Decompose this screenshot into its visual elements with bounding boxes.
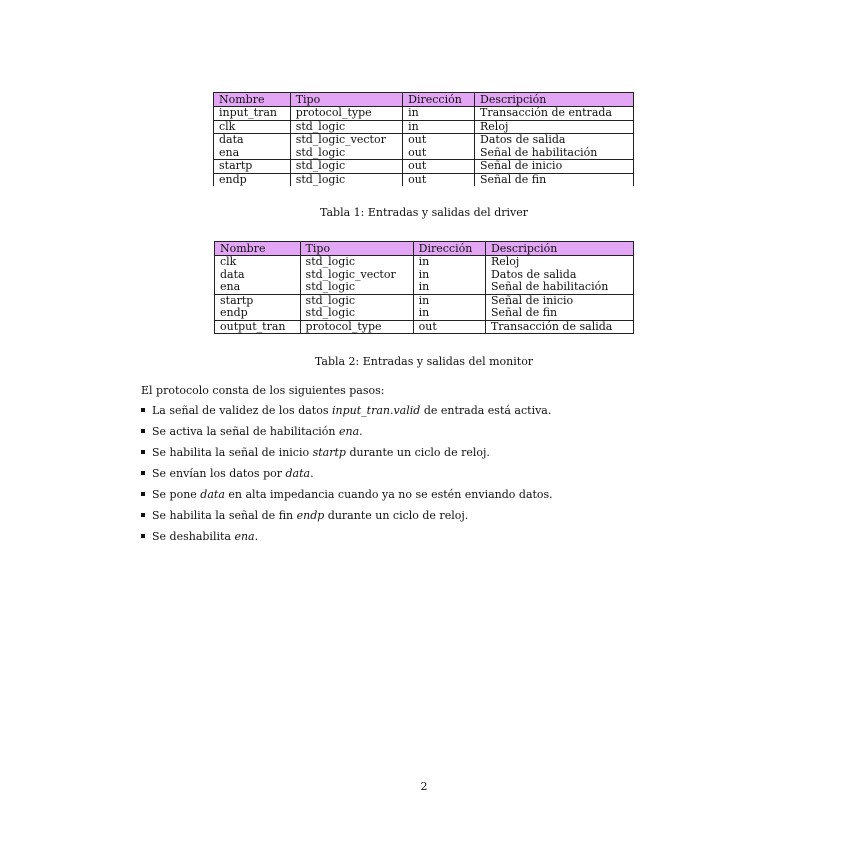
cell: startp xyxy=(215,294,301,307)
bullet-icon xyxy=(141,471,145,475)
cell: in xyxy=(403,107,475,121)
list-item xyxy=(141,426,553,447)
header-direccion: Dirección xyxy=(413,242,485,256)
table-row xyxy=(214,120,634,134)
cell: out xyxy=(403,160,475,174)
header-nombre: Nombre xyxy=(215,242,301,256)
list-item xyxy=(141,489,553,510)
cell: std_logic_vector xyxy=(290,134,402,147)
step-text: Se pone xyxy=(152,488,201,501)
cell: startp xyxy=(214,160,291,174)
cell: in xyxy=(413,269,485,282)
cell: Señal de fin xyxy=(485,307,633,320)
monitor-io-table xyxy=(214,241,634,334)
header-nombre: Nombre xyxy=(214,93,291,107)
cell: Reloj xyxy=(485,256,633,269)
cell: std_logic xyxy=(300,294,413,307)
step-signal: input_tran.valid xyxy=(332,404,421,417)
header-descripcion: Descripción xyxy=(475,93,634,107)
driver-io-table xyxy=(213,92,634,186)
step-signal: startp xyxy=(312,446,346,459)
header-direccion: Dirección xyxy=(403,93,475,107)
table-row xyxy=(214,147,634,160)
cell: Señal de habilitación xyxy=(475,147,634,160)
table-row xyxy=(215,269,634,282)
step-signal: ena xyxy=(234,530,255,543)
step-text: Se habilita la señal de fin xyxy=(152,509,297,522)
cell: in xyxy=(413,256,485,269)
protocol-steps-list xyxy=(141,405,553,552)
cell: in xyxy=(413,307,485,320)
header-tipo: Tipo xyxy=(290,93,402,107)
cell: output_tran xyxy=(215,320,301,334)
table-row xyxy=(214,107,634,121)
list-item xyxy=(141,468,553,489)
cell: std_logic xyxy=(300,256,413,269)
cell: clk xyxy=(215,256,301,269)
protocol-intro: El protocolo consta de los siguientes pasos: xyxy=(141,384,385,397)
cell: Señal de fin xyxy=(475,173,634,186)
list-item xyxy=(141,531,553,552)
cell: std_logic xyxy=(290,160,402,174)
step-text: Se deshabilita xyxy=(152,530,235,543)
cell: clk xyxy=(214,120,291,134)
cell: out xyxy=(403,147,475,160)
step-text: . xyxy=(359,425,363,438)
cell: data xyxy=(215,269,301,282)
step-text: durante un ciclo de reloj. xyxy=(345,446,490,459)
cell: in xyxy=(413,294,485,307)
cell: std_logic_vector xyxy=(300,269,413,282)
step-text: Se activa la señal de habilitación xyxy=(152,425,339,438)
step-text: La señal de validez de los datos xyxy=(152,404,332,417)
bullet-icon xyxy=(141,513,145,517)
bullet-icon xyxy=(141,534,145,538)
cell: std_logic xyxy=(290,147,402,160)
table-row xyxy=(215,294,634,307)
table-row xyxy=(215,320,634,334)
cell: std_logic xyxy=(300,307,413,320)
cell: Señal de habilitación xyxy=(485,281,633,294)
list-item xyxy=(141,405,553,426)
bullet-icon xyxy=(141,450,145,454)
list-item xyxy=(141,447,553,468)
cell: endp xyxy=(215,307,301,320)
step-text: de entrada está activa. xyxy=(420,404,552,417)
cell: std_logic xyxy=(290,173,402,186)
table-row xyxy=(215,307,634,320)
table-row xyxy=(214,134,634,147)
cell: protocol_type xyxy=(300,320,413,334)
table-row xyxy=(214,173,634,186)
table-row xyxy=(215,256,634,269)
cell: Datos de salida xyxy=(485,269,633,282)
table-header-row xyxy=(215,242,634,256)
cell: data xyxy=(214,134,291,147)
step-text: Se habilita la señal de inicio xyxy=(152,446,313,459)
step-signal: ena xyxy=(339,425,360,438)
table2-caption: Tabla 2: Entradas y salidas del monitor xyxy=(314,355,534,368)
cell: in xyxy=(413,281,485,294)
step-text: . xyxy=(310,467,314,480)
step-text: Se envían los datos por xyxy=(152,467,286,480)
bullet-icon xyxy=(141,429,145,433)
cell: input_tran xyxy=(214,107,291,121)
list-item xyxy=(141,510,553,531)
table1-caption: Tabla 1: Entradas y salidas del driver xyxy=(319,206,528,219)
step-signal: data xyxy=(200,488,225,501)
header-descripcion: Descripción xyxy=(485,242,633,256)
cell: out xyxy=(413,320,485,334)
header-tipo: Tipo xyxy=(300,242,413,256)
step-text: en alta impedancia cuando ya no se estén enviando datos. xyxy=(224,488,553,501)
cell: std_logic xyxy=(290,120,402,134)
bullet-icon xyxy=(141,408,145,412)
table-row xyxy=(214,160,634,174)
table-row xyxy=(215,281,634,294)
cell: protocol_type xyxy=(290,107,402,121)
step-signal: data xyxy=(285,467,311,480)
cell: Reloj xyxy=(475,120,634,134)
cell: std_logic xyxy=(300,281,413,294)
step-signal: endp xyxy=(296,509,325,522)
cell: Transacción de salida xyxy=(485,320,633,334)
bullet-icon xyxy=(141,492,145,496)
cell: Transacción de entrada xyxy=(475,107,634,121)
page-number: 2 xyxy=(420,780,428,793)
cell: endp xyxy=(214,173,291,186)
cell: Datos de salida xyxy=(475,134,634,147)
cell: ena xyxy=(214,147,291,160)
step-text: . xyxy=(254,530,259,543)
cell: Señal de inicio xyxy=(485,294,633,307)
table-header-row xyxy=(214,93,634,107)
cell: in xyxy=(403,120,475,134)
step-text: durante un ciclo de reloj. xyxy=(324,509,469,522)
cell: ena xyxy=(215,281,301,294)
cell: out xyxy=(403,173,475,186)
cell: out xyxy=(403,134,475,147)
cell: Señal de inicio xyxy=(475,160,634,174)
